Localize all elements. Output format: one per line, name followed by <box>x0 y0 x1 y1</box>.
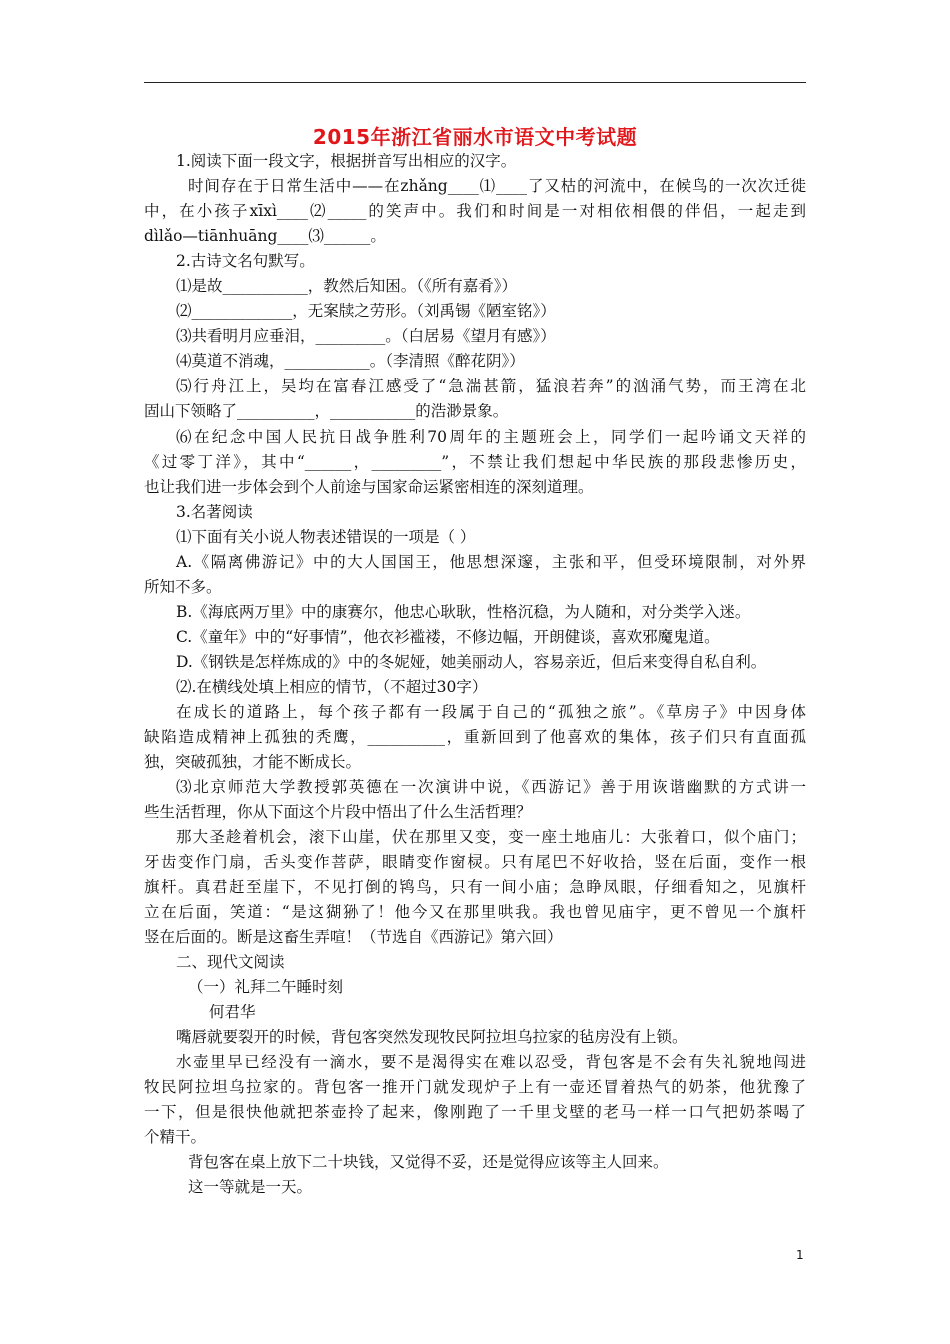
article-paragraph: 个精干。 <box>144 1128 207 1146</box>
q1-instruction: 1.阅读下面一段文字，根据拼音写出相应的汉字。 <box>176 152 517 170</box>
q3-option-c: C.《童年》中的“好事情”，他衣衫褴褛，不修边幅，开朗健谈，喜欢邪魔鬼道。 <box>176 628 720 646</box>
page-number: 1 <box>796 1248 804 1262</box>
q1-text-line: dìlǎo—tiānhuāng____⑶______。 <box>144 227 386 245</box>
q2-item: ⑸行舟江上，吴均在富春江感受了“急湍甚箭，猛浪若奔”的汹涌气势，而王湾在北 <box>176 377 806 395</box>
q3-item: ⑵.在横线处填上相应的情节，（不超过30字） <box>176 678 488 696</box>
q2-item: 也让我们进一步体会到个人前途与国家命运紧密相连的深刻道理。 <box>144 478 594 496</box>
q3-option-a: A.《隔离佛游记》中的大人国国王，他思想深邃，主张和平，但受环境限制，对外界 <box>176 553 806 571</box>
q2-heading: 2.古诗文名句默写。 <box>176 252 315 270</box>
article-author: 何君华 <box>209 1003 256 1021</box>
q1-text-line: 时间存在于日常生活中——在zhǎng____⑴____了又枯的河流中，在候鸟的一次次迁徙 <box>188 177 807 195</box>
q3-option-a: 所知不多。 <box>144 578 222 596</box>
page-title: 2015年浙江省丽水市语文中考试题 <box>312 125 638 149</box>
q3-heading: 3.名著阅读 <box>176 503 253 521</box>
q3-option-b: B.《海底两万里》中的康赛尔，他忠心耿耿，性格沉稳，为人随和，对分类学入迷。 <box>176 603 751 621</box>
q3-paragraph: 独，突破孤独，才能不断成长。 <box>144 753 362 771</box>
q2-item: ⑵_____________，无案牍之劳形。（刘禹锡《陋室铭》） <box>176 302 556 320</box>
q2-item: 固山下领略了__________，___________的浩渺景象。 <box>144 402 509 420</box>
article-paragraph: 这一等就是一天。 <box>188 1178 313 1196</box>
q1-text-line: 中，在小孩子xīxì____⑵_____的笑声中。我们和时间是一对相依相偎的伴侣，一起走到 <box>144 202 806 220</box>
q2-item: ⑶共看明月应垂泪，_________。（白居易《望月有感》） <box>176 327 556 345</box>
article-paragraph: 背包客在桌上放下二十块钱，又觉得不妥，还是觉得应该等主人回来。 <box>188 1153 669 1171</box>
q3-item: ⑴下面有关小说人物表述错误的一项是（ ） <box>176 528 476 546</box>
article-paragraph: 嘴唇就要裂开的时候，背包客突然发现牧民阿拉坦乌拉家的毡房没有上锁。 <box>176 1028 688 1046</box>
q3-item: 些生活哲理，你从下面这个片段中悟出了什么生活哲理？ <box>144 803 532 821</box>
excerpt-line: 那大圣趁着机会，滚下山崖，伏在那里又变，变一座土地庙儿：大张着口，似个庙门； <box>176 828 806 846</box>
article-paragraph: 牧民阿拉坦乌拉家的。背包客一推开门就发现炉子上有一壶还冒着热气的奶茶，他犹豫了 <box>144 1078 806 1096</box>
q3-item: ⑶北京师范大学教授郭英德在一次演讲中说，《西游记》善于用诙谐幽默的方式讲一 <box>176 778 806 796</box>
article-paragraph: 水壶里早已经没有一滴水，要不是渴得实在难以忍受，背包客是不会有失礼貌地闯进 <box>176 1053 806 1071</box>
excerpt-line: 牙齿变作门扇，舌头变作菩萨，眼睛变作窗棂。只有尾巴不好收拾，竖在后面，变作一根 <box>144 853 806 871</box>
excerpt-line: 旗杆。真君赶至崖下，不见打倒的鸨鸟，只有一间小庙；急睁凤眼，仔细看知之，见旗杆 <box>144 878 806 896</box>
q2-item: ⑹在纪念中国人民抗日战争胜利70周年的主题班会上，同学们一起吟诵文天祥的 <box>176 428 806 446</box>
q3-paragraph: 在成长的道路上，每个孩子都有一段属于自己的“孤独之旅”。《草房子》中因身体 <box>176 703 806 721</box>
q3-paragraph: 缺陷造成精神上孤独的秃鹰，__________，重新回到了他喜欢的集体，孩子们只有直面孤 <box>144 728 806 746</box>
q3-option-d: D.《钢铁是怎样炼成的》中的冬妮娅，她美丽动人，容易亲近，但后来变得自私自利。 <box>176 653 767 671</box>
excerpt-line: 立在后面，笑道：“是这猢狲了！他今又在那里哄我。我也曾见庙宇，更不曾见一个旗杆 <box>144 903 806 921</box>
excerpt-line: 竖在后面的。断是这畜生弄喧！（节选自《西游记》第六回） <box>144 928 563 946</box>
article-title: （一）礼拜二午睡时刻 <box>188 978 344 996</box>
section-heading: 二、现代文阅读 <box>176 953 285 971</box>
q2-item: ⑴是故___________，教然后知困。（《所有嘉肴》） <box>176 277 518 295</box>
q2-item: 《过零丁洋》，其中“______，_________”，不禁让我们想起中华民族的那段悲惨历史， <box>144 453 806 471</box>
article-paragraph: 一下，但是很快他就把茶壶拎了起来，像刚跑了一千里戈壁的老马一样一口气把奶茶喝了 <box>144 1103 806 1121</box>
q2-item: ⑷莫道不消魂，___________。（李清照《醉花阴》） <box>176 352 525 370</box>
header-rule <box>144 82 806 83</box>
